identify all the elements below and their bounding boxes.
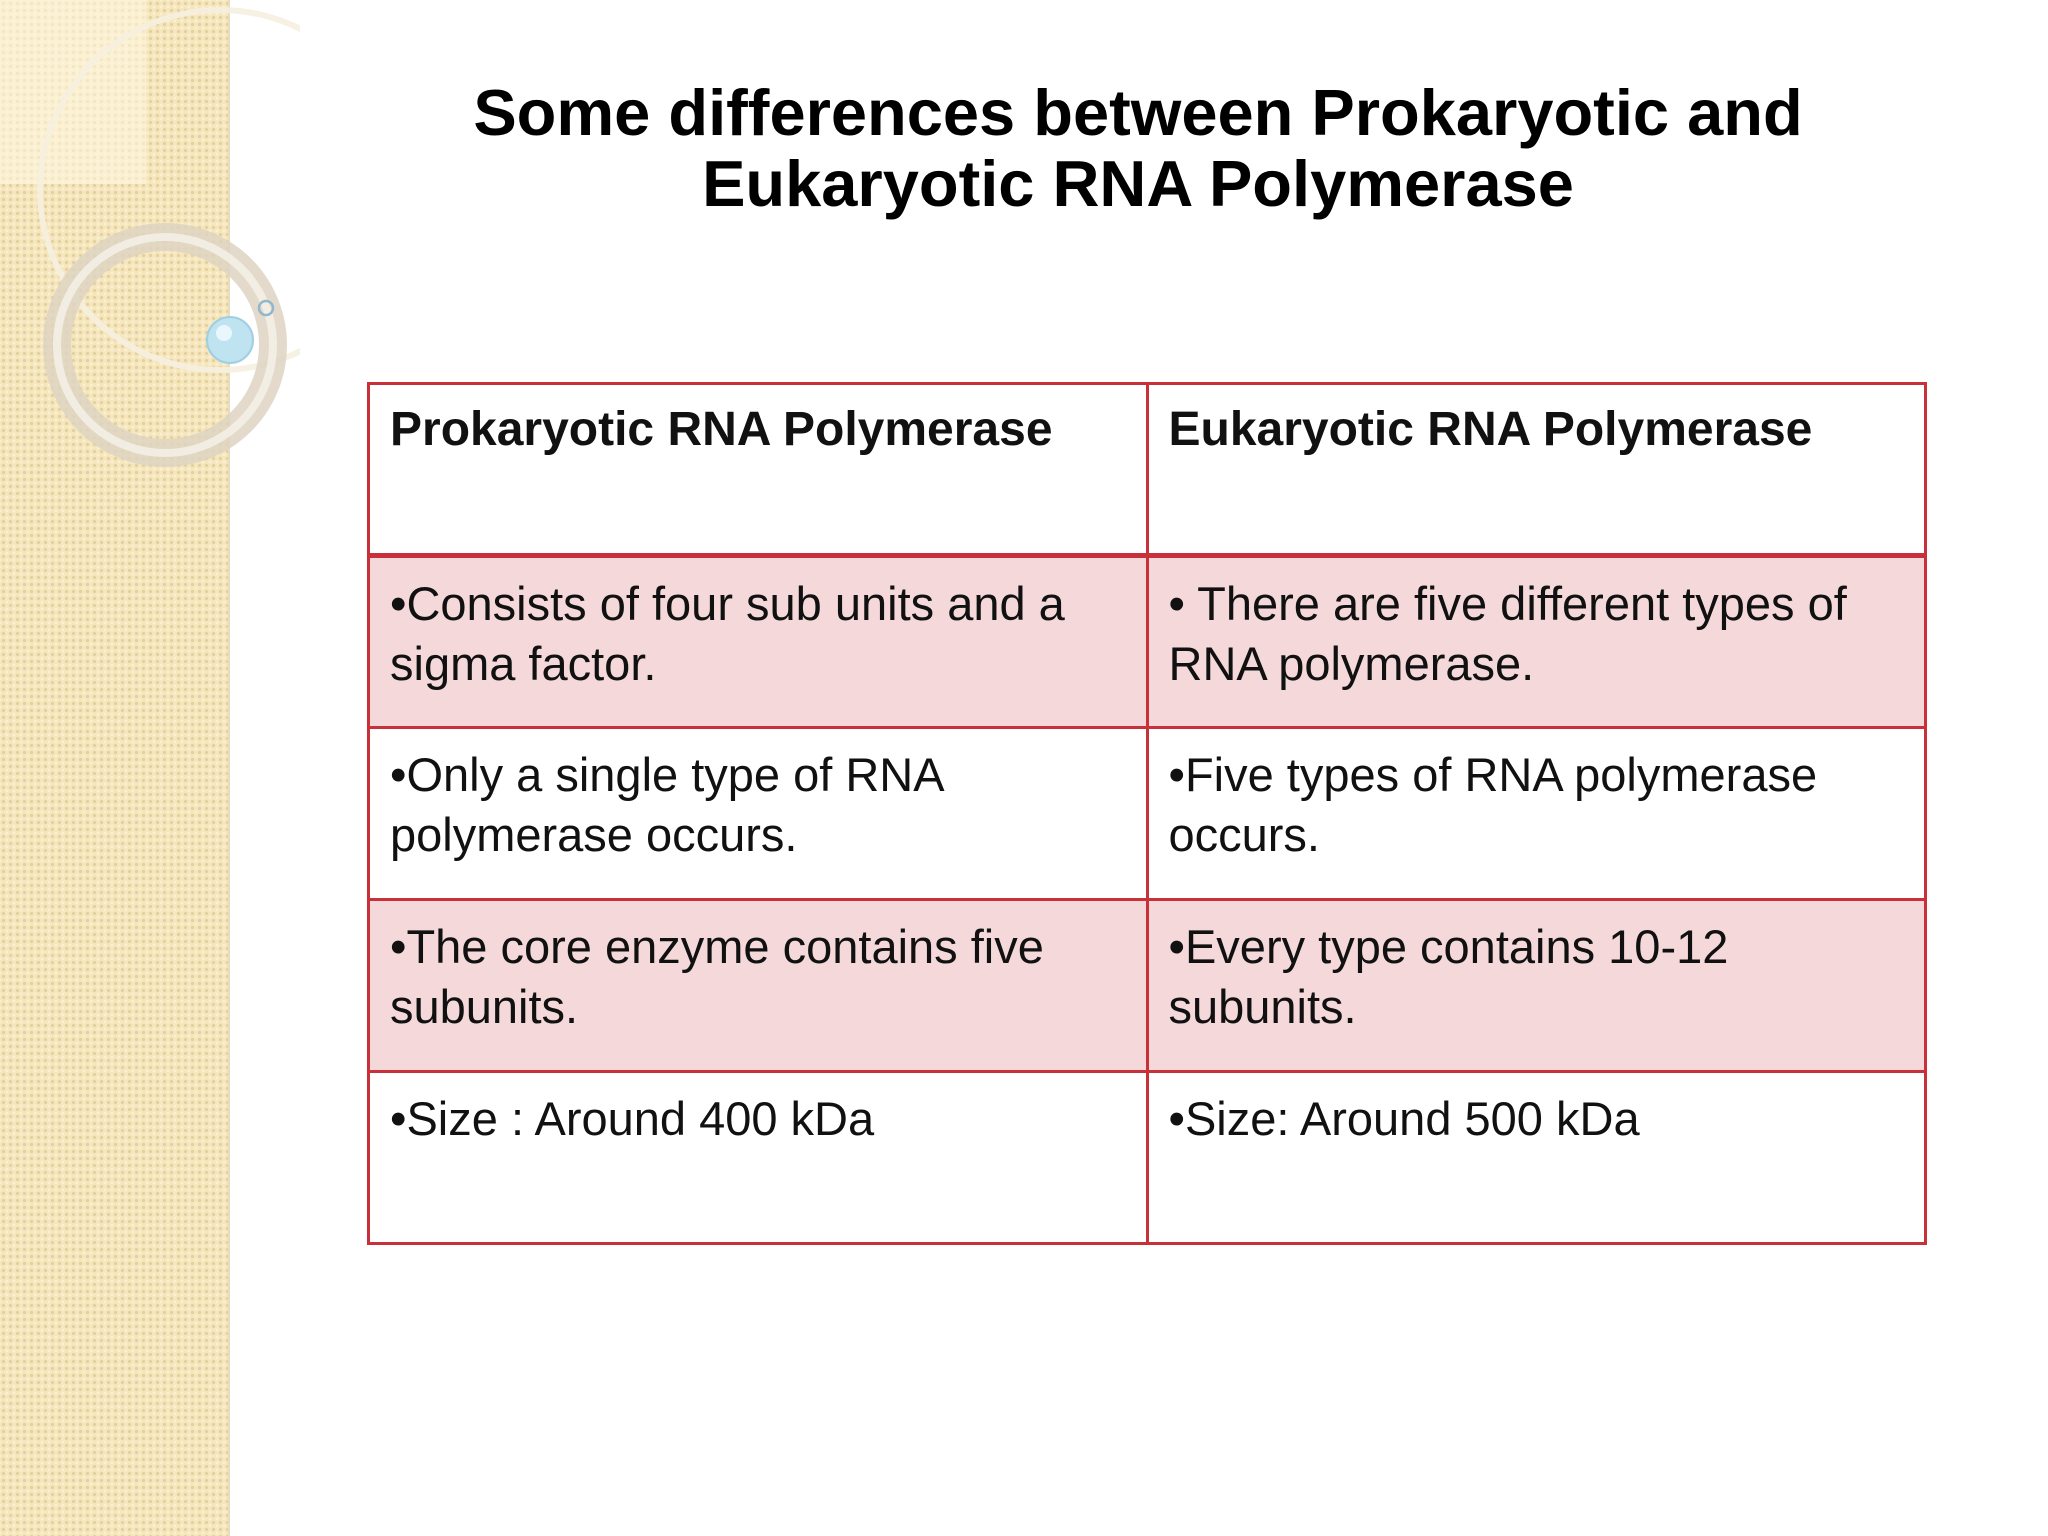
blue-bubble-shine — [216, 325, 232, 341]
slide-title-line-1: Some differences between Prokaryotic and — [473, 76, 1803, 149]
header-eukaryotic: Eukaryotic RNA Polymerase — [1147, 384, 1926, 556]
table-row — [369, 728, 1926, 900]
comparison-table — [367, 382, 1927, 1245]
slide-title-line-2: Eukaryotic RNA Polymerase — [702, 146, 1574, 220]
prokaryotic-cell: •Size : Around 400 kDa — [369, 1072, 1148, 1244]
table-row — [369, 556, 1926, 728]
eukaryotic-cell: •Every type contains 10-12 subunits. — [1147, 900, 1926, 1072]
slide-title — [228, 78, 2048, 220]
table-row — [369, 900, 1926, 1072]
header-prokaryotic: Prokaryotic RNA Polymerase — [369, 384, 1148, 556]
blue-bubble — [207, 317, 253, 363]
table-header-row — [369, 384, 1926, 556]
eukaryotic-cell: •Five types of RNA polymerase occurs. — [1147, 728, 1926, 900]
prokaryotic-cell: •Only a single type of RNA polymerase occurs. — [369, 728, 1148, 900]
table-row — [369, 1072, 1926, 1244]
eukaryotic-cell: •Size: Around 500 kDa — [1147, 1072, 1926, 1244]
eukaryotic-cell: • There are five different types of RNA polymerase. — [1147, 556, 1926, 728]
prokaryotic-cell: •The core enzyme contains five subunits. — [369, 900, 1148, 1072]
prokaryotic-cell: •Consists of four sub units and a sigma factor. — [369, 556, 1148, 728]
